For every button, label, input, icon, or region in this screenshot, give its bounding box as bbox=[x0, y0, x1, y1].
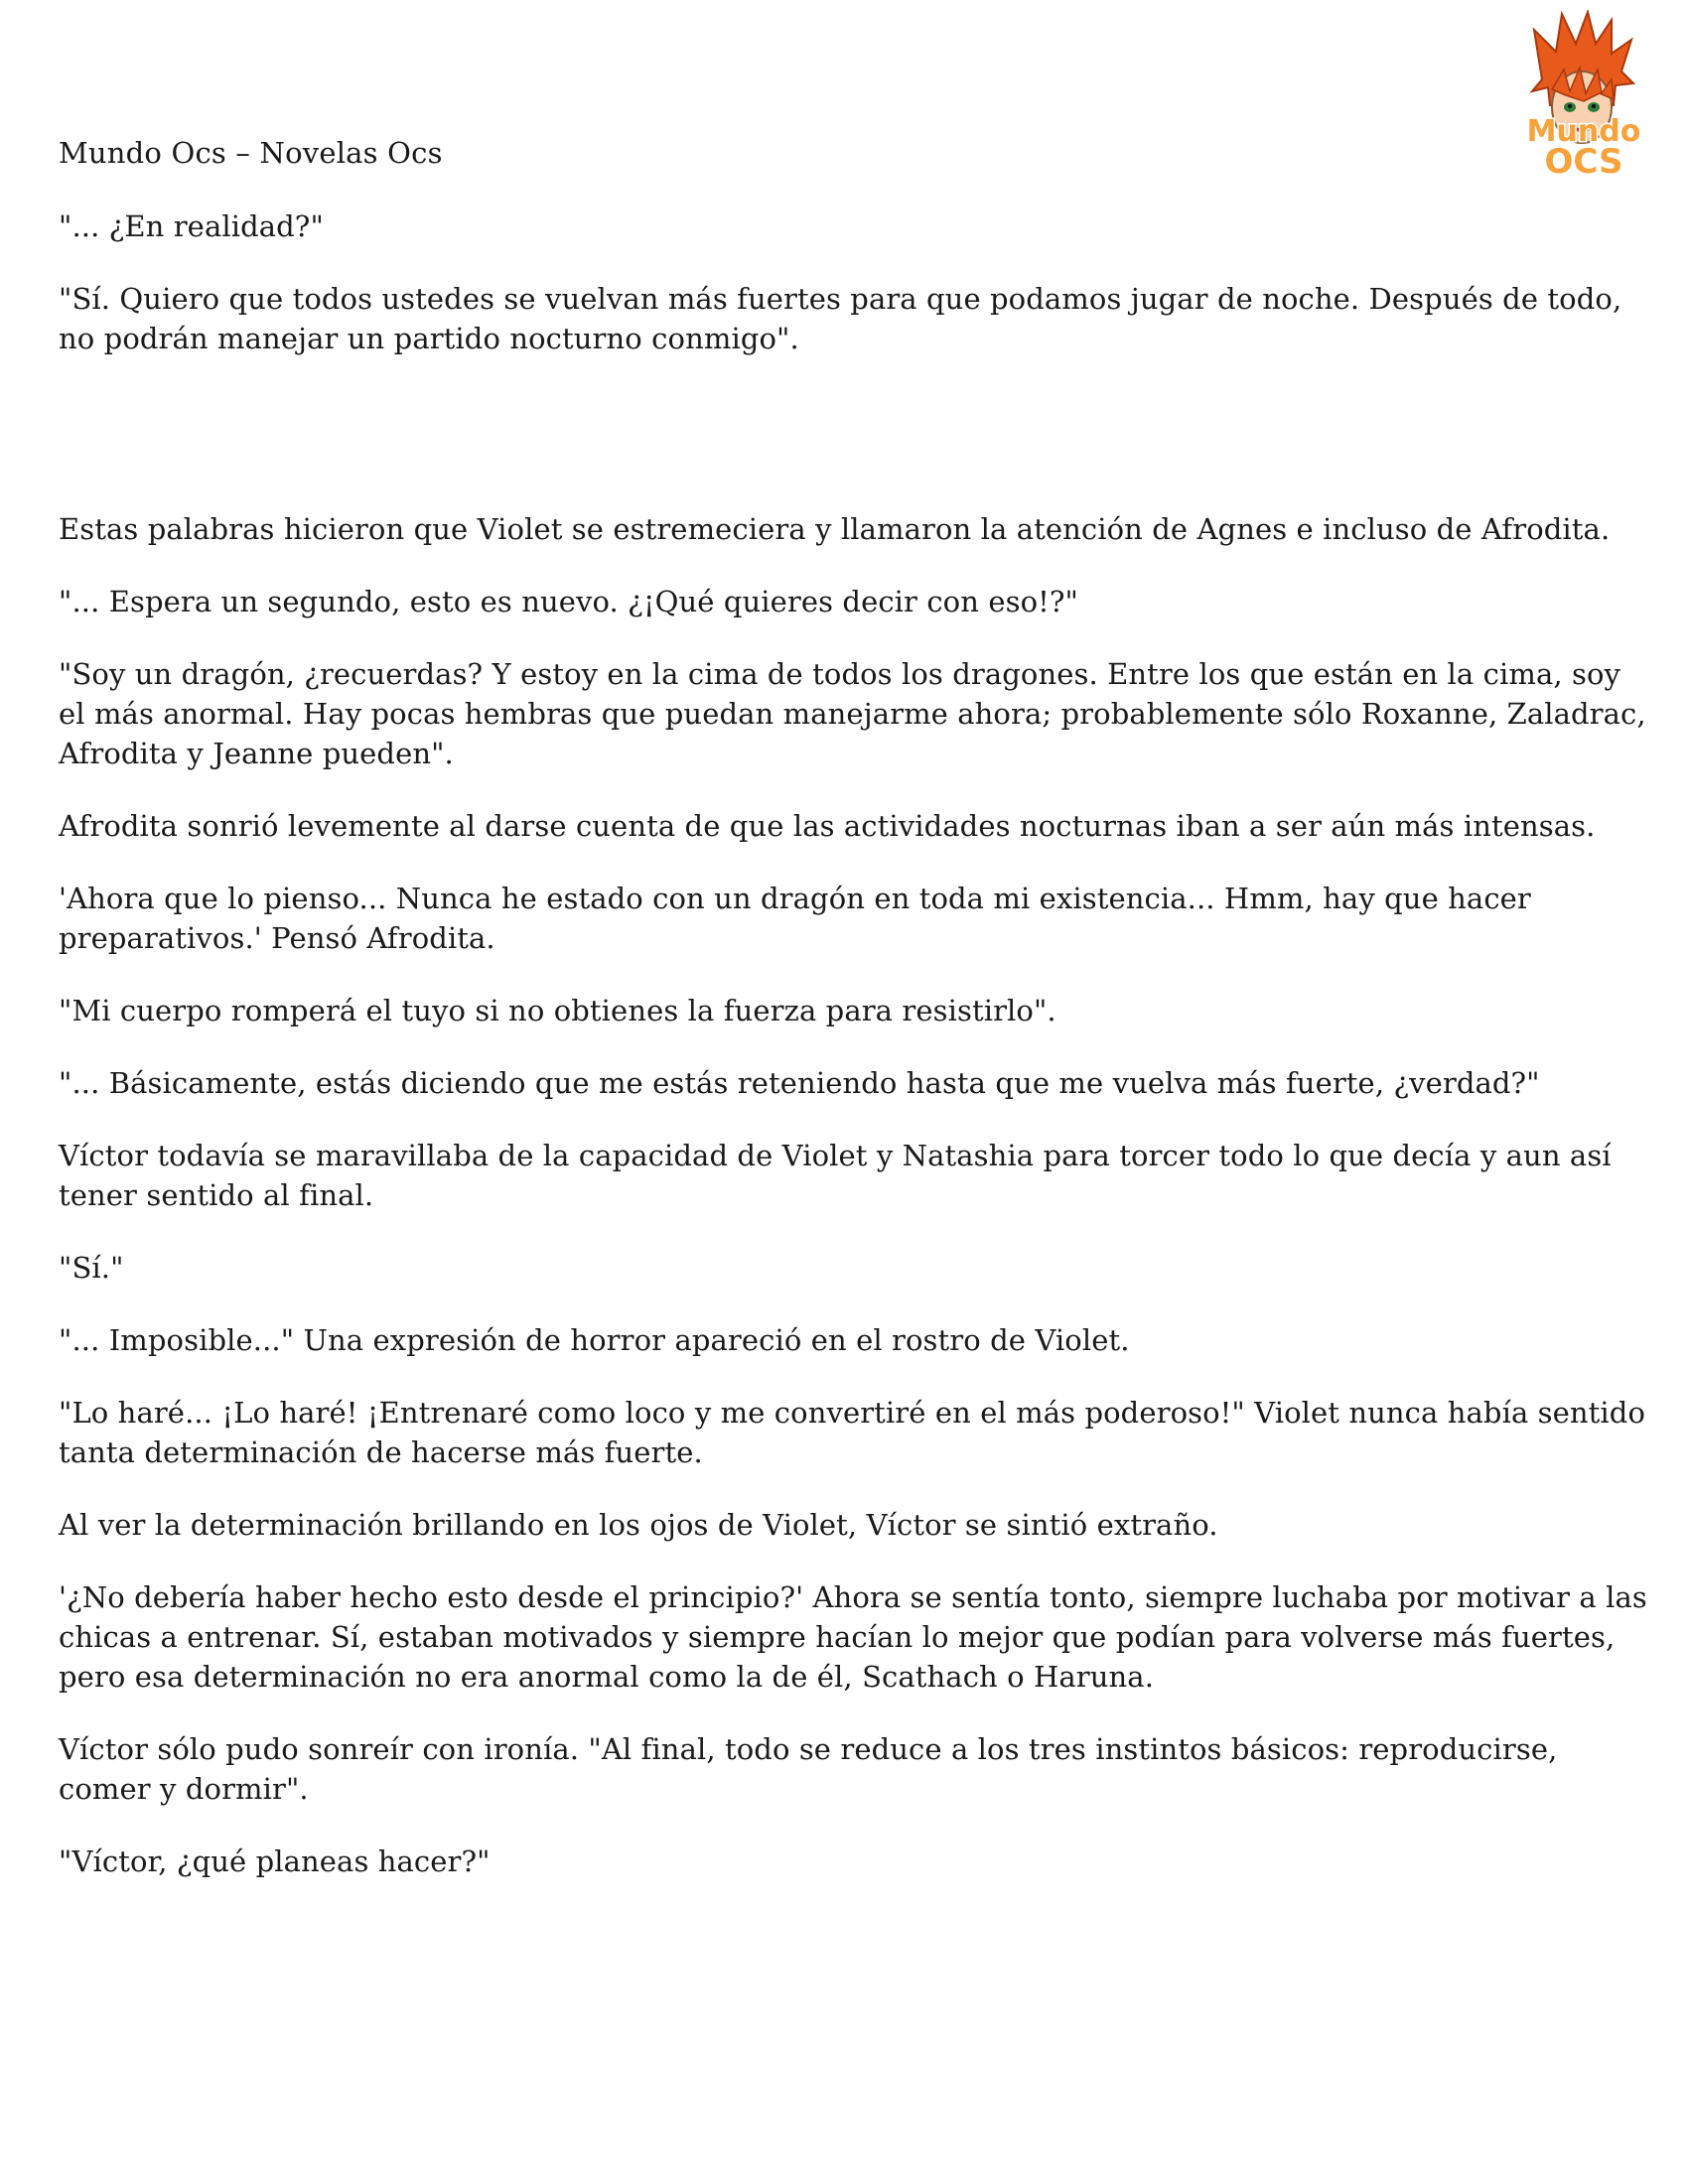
paragraph: 'Ahora que lo pienso... Nunca he estado con un dragón en toda mi existencia... Hmm, hay que hacer preparativos.' Pensó Afrodita. bbox=[59, 882, 1531, 955]
paragraph: "Sí. Quiero que todos ustedes se vuelvan más fuertes para que podamos jugar de noche. Después de todo, no podrán manejar un partido nocturno conmigo". bbox=[59, 282, 1622, 355]
paragraph: "Sí." bbox=[59, 1251, 124, 1285]
paragraph: Estas palabras hicieron que Violet se estremeciera y llamaron la atención de Agnes e incluso de Afrodita. bbox=[59, 512, 1611, 546]
paragraph: "... Básicamente, estás diciendo que me estás reteniendo hasta que me vuelva más fuerte, ¿verdad?" bbox=[59, 1066, 1540, 1100]
paragraph: "Mi cuerpo romperá el tuyo si no obtienes la fuerza para resistirlo". bbox=[59, 994, 1056, 1027]
paragraph: Afrodita sonrió levemente al darse cuenta de que las actividades nocturnas iban a ser aún más intensas. bbox=[59, 809, 1596, 843]
paragraph: Víctor todavía se maravillaba de la capacidad de Violet y Natashia para torcer todo lo que decía y aun así tener sentido al final. bbox=[59, 1139, 1612, 1212]
paragraph: Al ver la determinación brillando en los ojos de Violet, Víctor se sintió extraño. bbox=[59, 1508, 1218, 1542]
site-title: Mundo Ocs – Novelas Ocs bbox=[59, 136, 443, 170]
paragraph: "Víctor, ¿qué planeas hacer?" bbox=[59, 1844, 491, 1878]
logo-text-line2: OCS bbox=[1544, 142, 1623, 181]
paragraph: Víctor sólo pudo sonreír con ironía. "Al final, todo se reduce a los tres instintos básicos: reproducirse, comer y dormir". bbox=[59, 1732, 1558, 1806]
paragraph: "... ¿En realidad?" bbox=[59, 209, 324, 243]
mundo-ocs-logo bbox=[1504, 10, 1663, 181]
paragraph: "... Espera un segundo, esto es nuevo. ¿¡Qué quieres decir con eso!?" bbox=[59, 585, 1078, 618]
paragraph: "Lo haré... ¡Lo haré! ¡Entrenaré como loco y me convertiré en el más poderoso!" Violet nunca había sentido tanta determinación de hacerse más fuerte. bbox=[59, 1396, 1646, 1469]
novel-text bbox=[59, 206, 1647, 1914]
paragraph: "Soy un dragón, ¿recuerdas? Y estoy en la cima de todos los dragones. Entre los que están en la cima, soy el más anormal. Hay pocas hembras que puedan manejarme ahora; probablemente sólo Roxanne, Zaladrac, Afrodita y Jeanne pueden". bbox=[59, 657, 1646, 770]
logo-text-line1: Mundo bbox=[1526, 114, 1641, 149]
paragraph: '¿No debería haber hecho esto desde el principio?' Ahora se sentía tonto, siempre luchaba por motivar a las chicas a entrenar. Sí, estaban motivados y siempre hacían lo mejor que podían para volverse más fuertes, pero esa determinación no era anormal como la de él, Scathach o Haruna. bbox=[59, 1580, 1647, 1694]
paragraph: "... Imposible..." Una expresión de horror apareció en el rostro de Violet. bbox=[59, 1323, 1130, 1357]
